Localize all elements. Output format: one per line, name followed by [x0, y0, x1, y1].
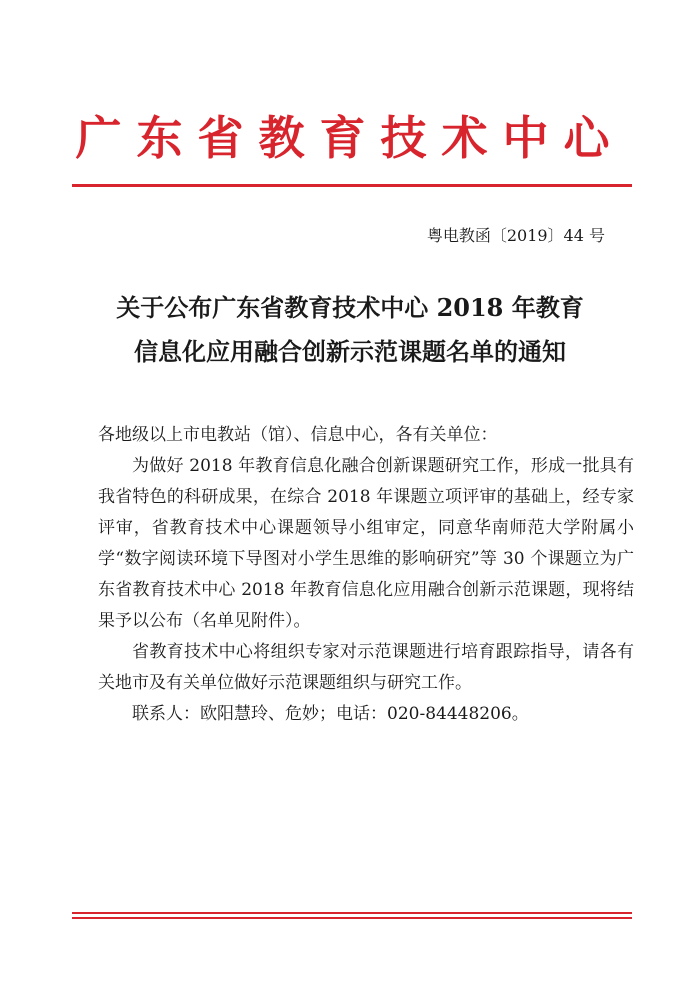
document-title-line-1: 关于公布广东省教育技术中心 2018 年教育 — [116, 293, 584, 322]
salutation: 各地级以上市电教站（馆）、信息中心，各有关单位： — [98, 425, 498, 445]
document-title — [70, 286, 630, 374]
header-red-rule — [72, 184, 632, 187]
document-body — [98, 420, 634, 730]
contact-line: 联系人：欧阳慧玲、危妙；电话：020-84448206。 — [132, 704, 529, 724]
body-paragraph-2: 省教育技术中心将组织专家对示范课题进行培育跟踪指导，请各有关地市及有关单位做好示范课题组织与研究工作。 — [98, 642, 634, 693]
body-paragraph-1: 为做好 2018 年教育信息化融合创新课题研究工作，形成一批具有我省特色的科研成果，在综合 2018 年课题立项评审的基础上，经专家评审，省教育技术中心课题领导小组审定，同意华南师范大学附属小学“数字阅读环境下导图对小学生思维的影响研究”等 30 个课题立为广东省教育技术中心 2018 年教育信息化应用融合创新示范课题，现将结果予以公布（名单见附件）。 — [98, 456, 634, 631]
issuing-organization-header: 广东省教育技术中心 — [75, 111, 625, 165]
document-title-line-2: 信息化应用融合创新示范课题名单的通知 — [134, 337, 566, 366]
footer-red-rule-bottom — [72, 917, 632, 919]
document-number: 粤电教函〔2019〕44 号 — [426, 226, 605, 245]
footer-red-rule-top — [72, 912, 632, 914]
